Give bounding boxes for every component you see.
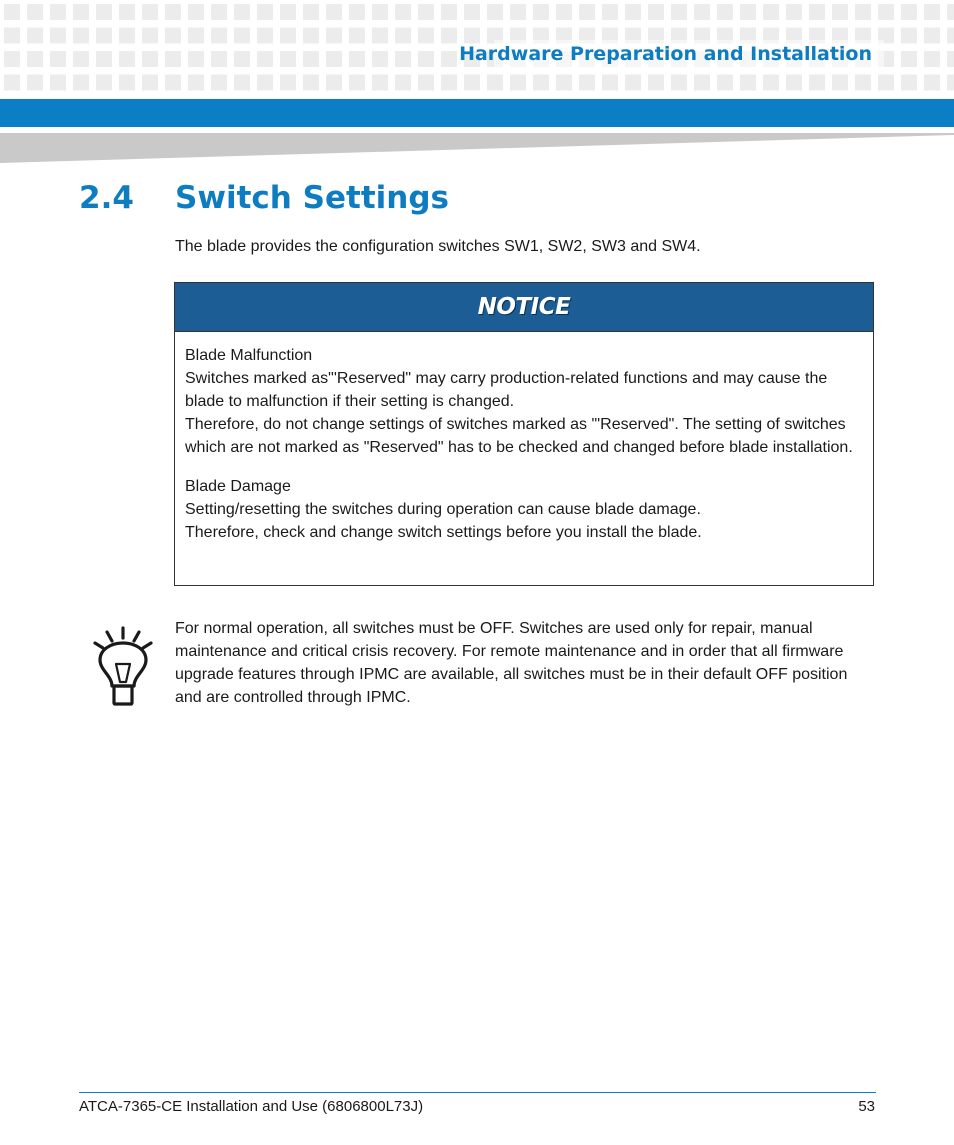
footer-rule: [79, 1092, 876, 1093]
notice-block-line: Switches marked as"'Reserved" may carry production-related functions and may cause the blade to malfunction if their setting is changed.: [185, 370, 828, 410]
notice-block-line: Setting/resetting the switches during operation can cause blade damage.: [185, 501, 701, 518]
tip-text: For normal operation, all switches must be OFF. Switches are used only for repair, manual maintenance and critical crisis recovery. For remote maintenance and in order that all firmware upgrade features through IPMC are available, all switches must be in their default OFF position and are controlled through IPMC.: [175, 620, 848, 706]
notice-block-malfunction: [185, 344, 863, 459]
header-gray-wedge: [0, 127, 954, 163]
header-blue-bar: [0, 99, 954, 127]
notice-label: NOTICE: [477, 294, 571, 320]
running-header-title: Hardware Preparation and Installation: [459, 43, 872, 65]
footer-document-title: ATCA-7365-CE Installation and Use (6806800L73J): [79, 1098, 424, 1115]
notice-body: [175, 332, 873, 544]
footer-page-number: 53: [858, 1098, 875, 1115]
notice-block-heading: Blade Damage: [185, 478, 291, 495]
lightbulb-icon: [90, 626, 156, 708]
section-intro: The blade provides the configuration switches SW1, SW2, SW3 and SW4.: [175, 238, 701, 255]
section-number: 2.4: [79, 180, 134, 216]
notice-block-line: Therefore, check and change switch settings before you install the blade.: [185, 524, 702, 541]
notice-header: [175, 283, 873, 332]
notice-block-line: Therefore, do not change settings of switches marked as "'Reserved". The setting of switches which are not marked as "Reserved" has to be checked and changed before blade installation.: [185, 416, 853, 456]
notice-block-damage: [185, 475, 863, 544]
notice-block-heading: Blade Malfunction: [185, 347, 313, 364]
section-title: Switch Settings: [175, 180, 449, 216]
notice-box: [174, 282, 874, 586]
